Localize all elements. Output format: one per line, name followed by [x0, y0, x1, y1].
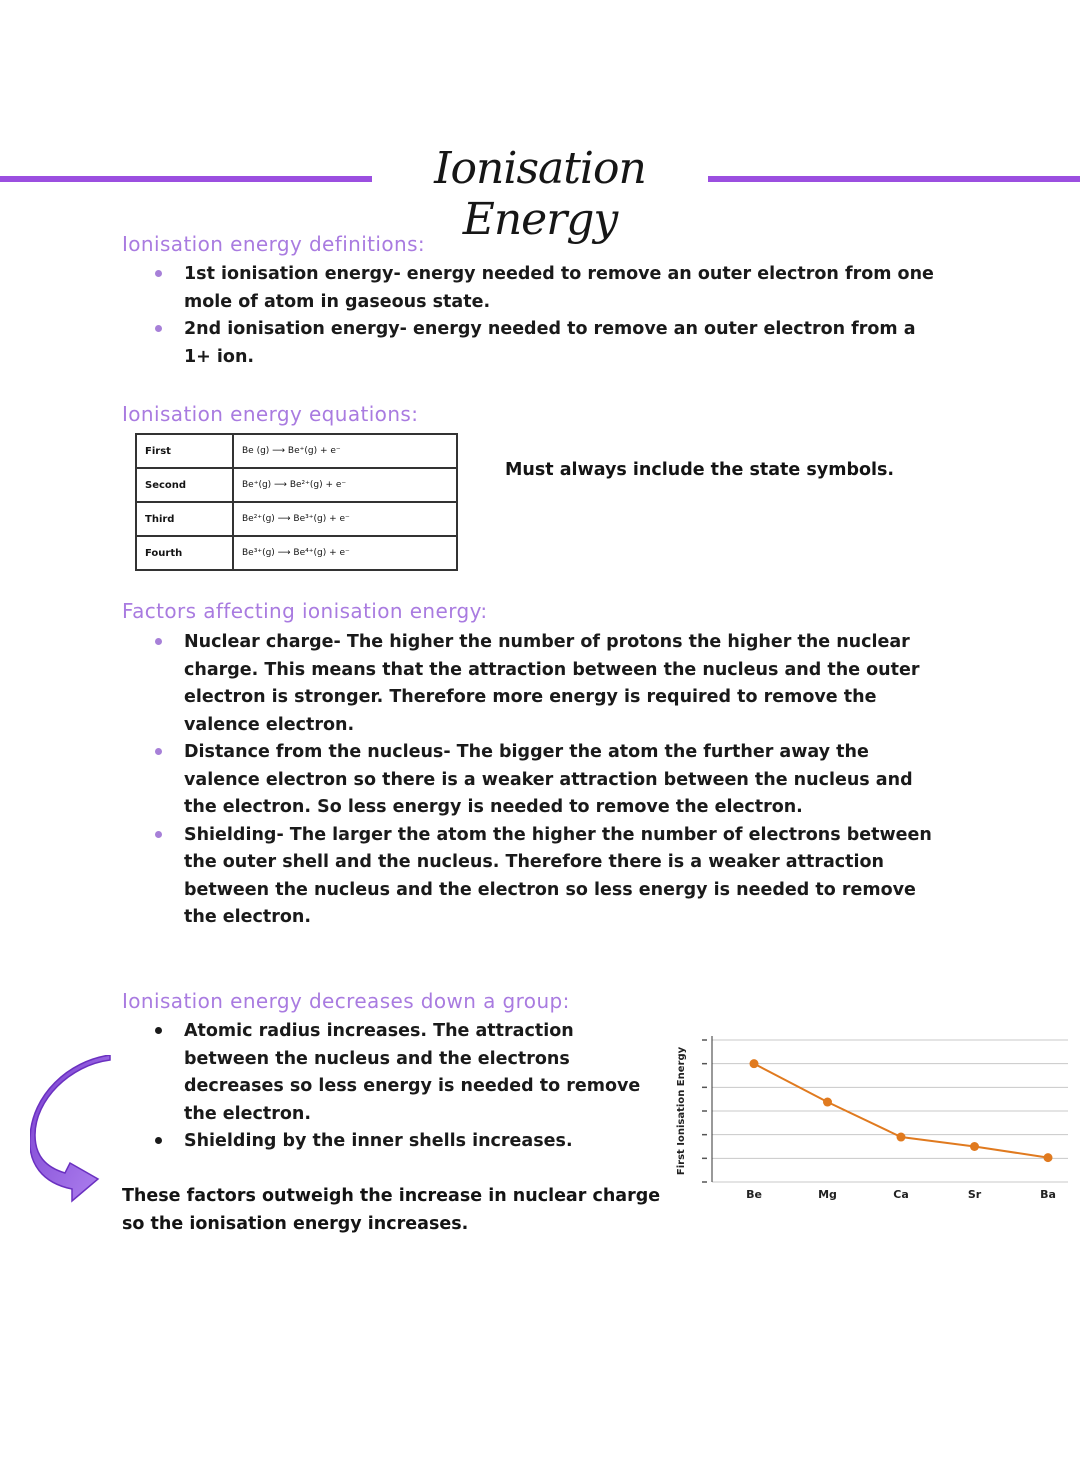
bullet-icon: [155, 748, 162, 755]
equations-heading: Ionisation energy equations:: [122, 402, 419, 426]
bullet-icon: [155, 638, 162, 645]
list-item: Atomic radius increases. The attraction between the nucleus and the electrons decreases so less energy is needed to remove the electron.: [122, 1018, 652, 1128]
y-axis-label: First Ionisation Energy: [676, 1046, 687, 1176]
table-row: [136, 536, 457, 570]
equation-label: First: [136, 434, 233, 468]
title-rule-right: [708, 176, 1080, 182]
factors-list: [122, 629, 942, 932]
bullet-icon: [155, 270, 162, 277]
equations-table: [135, 433, 458, 571]
list-item: 2nd ionisation energy- energy needed to remove an outer electron from a 1+ ion.: [122, 316, 942, 371]
x-tick-label: Ba: [1040, 1188, 1056, 1201]
x-tick-label: Be: [746, 1188, 762, 1201]
bullet-icon: [155, 1027, 162, 1034]
curved-arrow-icon: [30, 1055, 120, 1205]
bullet-icon: [155, 1137, 162, 1144]
equation-label: Fourth: [136, 536, 233, 570]
data-point: [750, 1059, 759, 1068]
data-point: [1044, 1153, 1053, 1162]
definitions-heading: Ionisation energy definitions:: [122, 232, 426, 256]
title-rule-left: [0, 176, 372, 182]
group-heading: Ionisation energy decreases down a group:: [122, 989, 570, 1013]
table-row: [136, 468, 457, 502]
table-row: [136, 502, 457, 536]
group-list: [122, 1018, 652, 1156]
equation-cell: Be (g) ⟶ Be⁺(g) + e⁻: [233, 434, 457, 468]
x-tick-label: Mg: [818, 1188, 837, 1201]
definitions-list: [122, 261, 942, 371]
bullet-icon: [155, 325, 162, 332]
state-symbols-note: Must always include the state symbols.: [505, 460, 895, 480]
table-row: [136, 434, 457, 468]
conclusion-text: These factors outweigh the increase in nuclear charge so the ionisation energy increases.: [122, 1186, 661, 1234]
chart-svg: [670, 1032, 1078, 1212]
equation-cell: Be²⁺(g) ⟶ Be³⁺(g) + e⁻: [233, 502, 457, 536]
list-item: Nuclear charge- The higher the number of protons the higher the nuclear charge. This means that the attraction between the nucleus and the outer electron is stronger. Therefore more energy is required to remove the valence electron.: [122, 629, 942, 739]
page-title: Ionisation Energy: [434, 143, 646, 245]
equation-cell: Be³⁺(g) ⟶ Be⁴⁺(g) + e⁻: [233, 536, 457, 570]
bullet-icon: [155, 831, 162, 838]
x-tick-label: Sr: [967, 1188, 982, 1201]
x-tick-label: Ca: [893, 1188, 909, 1201]
list-item: 1st ionisation energy- energy needed to remove an outer electron from one mole of atom in gaseous state.: [122, 261, 942, 316]
data-point: [823, 1098, 832, 1107]
list-item: Distance from the nucleus- The bigger the atom the further away the valence electron so there is a weaker attraction between the nucleus and the electron. So less energy is needed to remove the electron.: [122, 739, 942, 822]
list-item: Shielding by the inner shells increases.: [122, 1128, 652, 1156]
data-point: [970, 1142, 979, 1151]
list-item: Shielding- The larger the atom the higher the number of electrons between the outer shell and the nucleus. Therefore there is a weaker attraction between the nucleus and the electron so less energy is needed to remove the electron.: [122, 822, 942, 932]
equation-cell: Be⁺(g) ⟶ Be²⁺(g) + e⁻: [233, 468, 457, 502]
data-point: [897, 1133, 906, 1142]
factors-heading: Factors affecting ionisation energy:: [122, 599, 488, 623]
equation-label: Second: [136, 468, 233, 502]
ionisation-energy-chart: [670, 1032, 1078, 1212]
equation-label: Third: [136, 502, 233, 536]
